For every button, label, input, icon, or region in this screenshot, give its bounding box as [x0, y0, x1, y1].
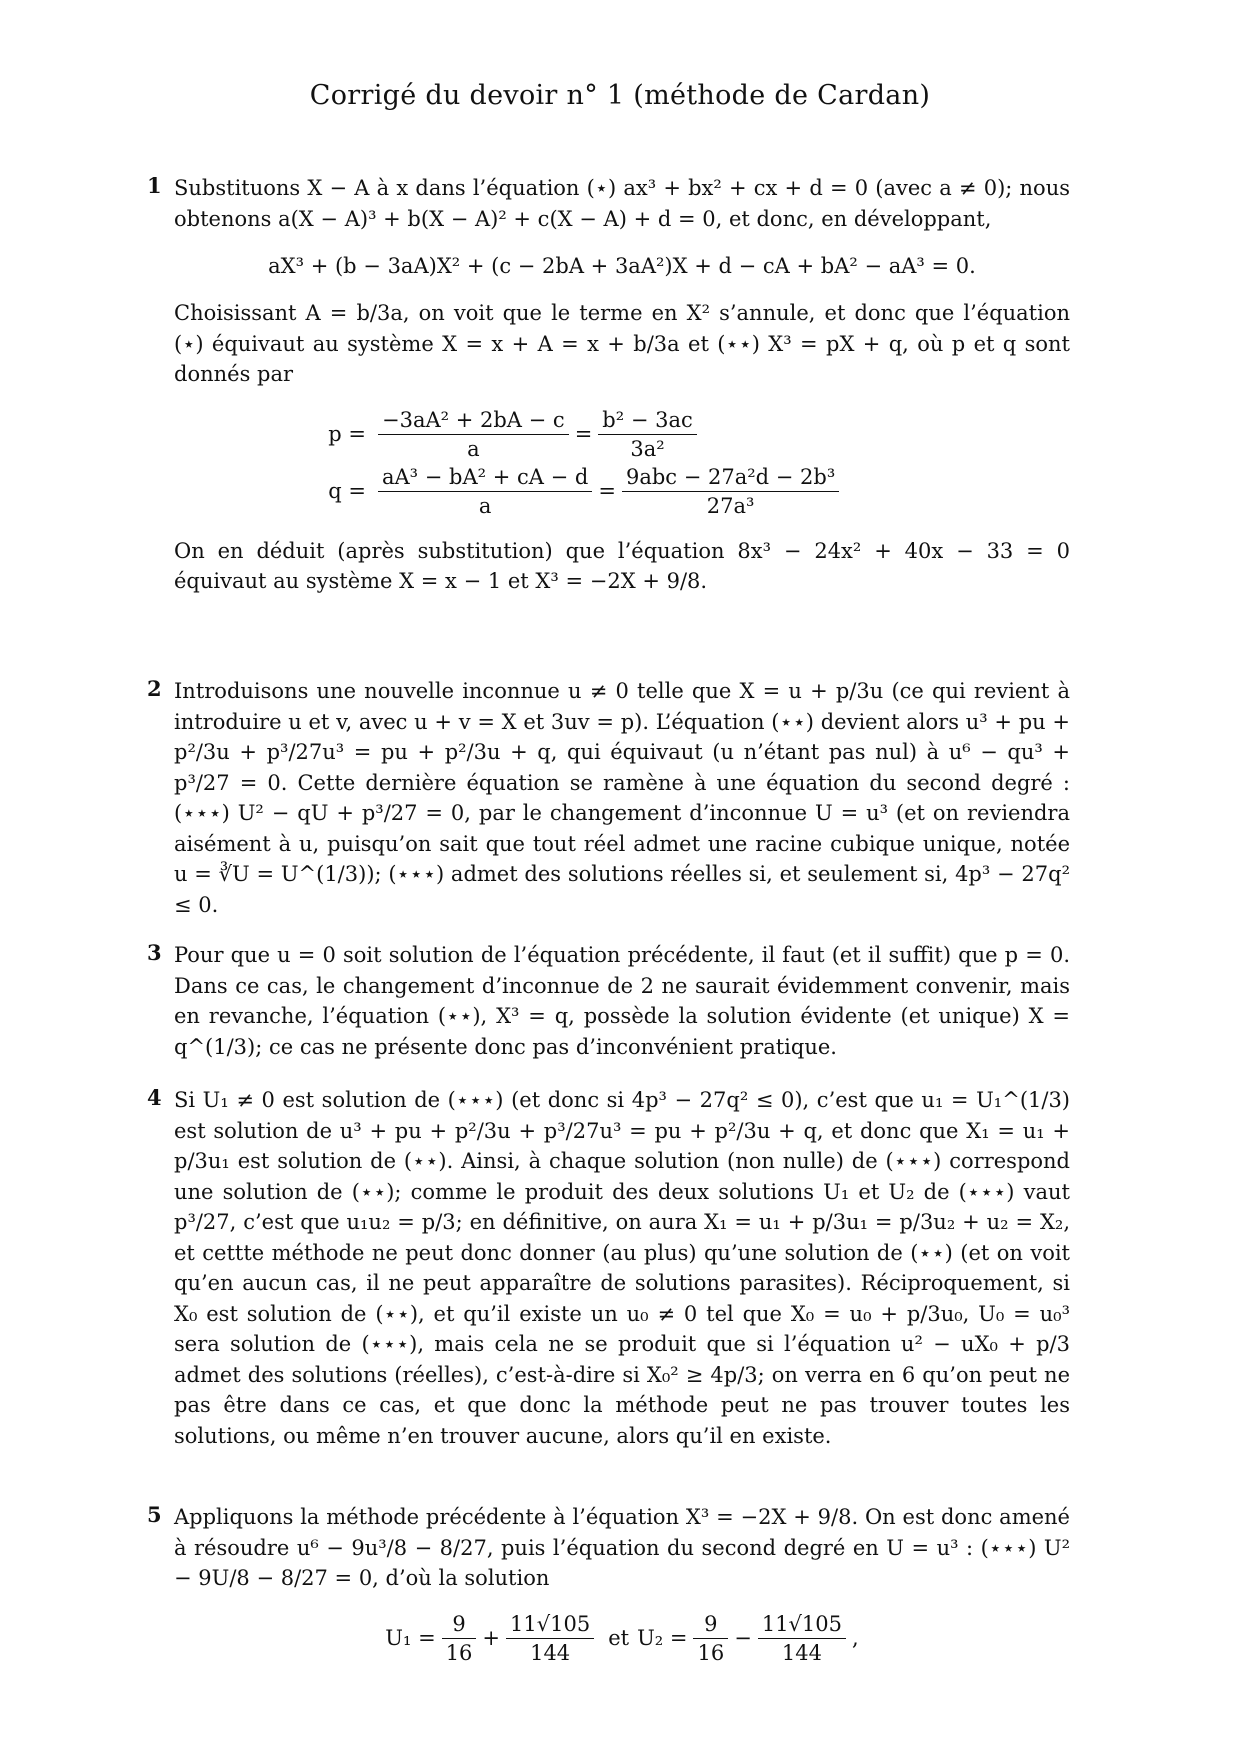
equals-sign: =	[574, 422, 593, 446]
numerator: 11√105	[758, 1612, 846, 1639]
section-number: 2	[147, 676, 162, 701]
section-number: 3	[147, 940, 162, 965]
numerator: 11√105	[506, 1612, 594, 1639]
paragraph: Choisissant A = b/3a, on voit que le terme en X² s’annule, et donc que l’équation (⋆) équivaut au système X = x + A = x + b/3a et (⋆⋆) X³ = pX + q, où p et q sont donnés par	[174, 301, 1070, 386]
fraction	[378, 408, 569, 461]
fraction	[506, 1612, 594, 1665]
operator: +	[482, 1626, 501, 1650]
section-number: 1	[147, 173, 162, 198]
denominator: a	[478, 493, 492, 518]
equation-p	[324, 408, 1070, 461]
eq-lhs: q =	[328, 479, 366, 503]
pq-equations	[324, 408, 1070, 518]
paragraph: On en déduit (après substitution) que l’équation 8x³ − 24x² + 40x − 33 = 0 équivaut au système X = x − 1 et X³ = −2X + 9/8.	[174, 538, 1070, 593]
numerator: aA³ − bA² + cA − d	[378, 465, 592, 492]
eq-lhs: U₂ =	[637, 1626, 688, 1650]
denominator: 16	[697, 1640, 725, 1665]
fraction	[758, 1612, 846, 1665]
eq-lhs: U₁ =	[385, 1626, 436, 1650]
denominator: 144	[781, 1640, 822, 1665]
operator: −	[734, 1626, 752, 1650]
fraction	[378, 465, 592, 518]
numerator: 9	[693, 1612, 728, 1639]
fraction	[693, 1612, 728, 1665]
denominator: a	[467, 436, 480, 461]
fraction	[622, 465, 839, 518]
equation-expanded: aX³ + (b − 3aA)X² + (c − 2bA + 3aA²)X + d − cA + bA² − aA³ = 0.	[268, 254, 976, 278]
denominator: 16	[445, 1640, 473, 1665]
trailing-comma: ,	[852, 1626, 859, 1650]
denominator: 27a³	[706, 493, 755, 518]
denominator: 3a²	[630, 436, 665, 461]
conjunction: et	[608, 1626, 630, 1650]
equation-u-solutions	[174, 1612, 1070, 1665]
section-number: 5	[147, 1502, 162, 1527]
paragraph: Appliquons la méthode précédente à l’équation X³ = −2X + 9/8. On est donc amené à résoudre u⁶ − 9u³/8 − 8/27, puis l’équation du second degré en U = u³ : (⋆⋆⋆) U² − 9U/8 − 8/27 = 0, d’où la solution	[174, 1505, 1070, 1590]
equals-sign: =	[598, 479, 616, 503]
denominator: 144	[530, 1640, 571, 1665]
numerator: −3aA² + 2bA − c	[378, 408, 569, 435]
numerator: 9	[442, 1612, 477, 1639]
eq-lhs: p =	[328, 422, 366, 446]
fraction	[442, 1612, 477, 1665]
numerator: 9abc − 27a²d − 2b³	[622, 465, 839, 492]
section-number: 4	[147, 1085, 162, 1110]
numerator: b² − 3ac	[598, 408, 696, 435]
page-title: Corrigé du devoir n° 1 (méthode de Cardan)	[309, 80, 931, 111]
fraction	[598, 408, 696, 461]
paragraph: Introduisons une nouvelle inconnue u ≠ 0 telle que X = u + p/3u (ce qui revient à introduire u et v, avec u + v = X et 3uv = p). L’équation (⋆⋆) devient alors u³ + pu + p²/3u + p³/27u³ = pu + p²/3u + q, qui équivaut (u n’étant pas nul) à u⁶ − qu³ + p³/27 = 0. Cette dernière équation se ramène à une équation du second degré : (⋆⋆⋆) U² − qU + p³/27 = 0, par le changement d’inconnue U = u³ (et on reviendra aisément à u, puisqu’on sait que tout réel admet une racine cubique unique, notée u = ∛U = U^(1/3)); (⋆⋆⋆) admet des solutions réelles si, et seulement si, 4p³ − 27q² ≤ 0.	[174, 679, 1070, 917]
paragraph: Pour que u = 0 soit solution de l’équation précédente, il faut (et il suffit) que p = 0. Dans ce cas, le changement d’inconnue de 2 ne saurait évidemment convenir, mais en revanche, l’équation (⋆⋆), X³ = q, possède la solution évidente (et unique) X = q^(1/3); ce cas ne présente donc pas d’inconvénient pratique.	[174, 943, 1070, 1059]
paragraph: Si U₁ ≠ 0 est solution de (⋆⋆⋆) (et donc si 4p³ − 27q² ≤ 0), c’est que u₁ = U₁^(1/3) est solution de u³ + pu + p²/3u + p³/27u³ = pu + p²/3u + q, et donc que X₁ = u₁ + p/3u₁ est solution de (⋆⋆). Ainsi, à chaque solution (non nulle) de (⋆⋆⋆) correspond une solution de (⋆⋆); comme le produit des deux solutions U₁ et U₂ de (⋆⋆⋆) vaut p³/27, c’est que u₁u₂ = p/3; en définitive, on aura X₁ = u₁ + p/3u₁ = p/3u₂ + u₂ = X₂, et cettte méthode ne peut donc donner (au plus) qu’une solution de (⋆⋆) (et on voit qu’en aucun cas, il ne peut apparaître de solutions parasites). Réciproquement, si X₀ est solution de (⋆⋆), et qu’il existe un u₀ ≠ 0 tel que X₀ = u₀ + p/3u₀, U₀ = u₀³ sera solution de (⋆⋆⋆), mais cela ne se produit que si l’équation u² − uX₀ + p/3 admet des solutions (réelles), c’est-à-dire si X₀² ≥ 4p/3; on verra en 6 qu’on peut ne pas être dans ce cas, et que donc la méthode peut ne pas trouver toutes les solutions, ou même n’en trouver aucune, alors qu’il en existe.	[174, 1088, 1070, 1448]
equation-q	[324, 465, 1070, 518]
paragraph: Substituons X − A à x dans l’équation (⋆) ax³ + bx² + cx + d = 0 (avec a ≠ 0); nous obtenons a(X − A)³ + b(X − A)² + c(X − A) + d = 0, et donc, en développant,	[174, 176, 1070, 231]
